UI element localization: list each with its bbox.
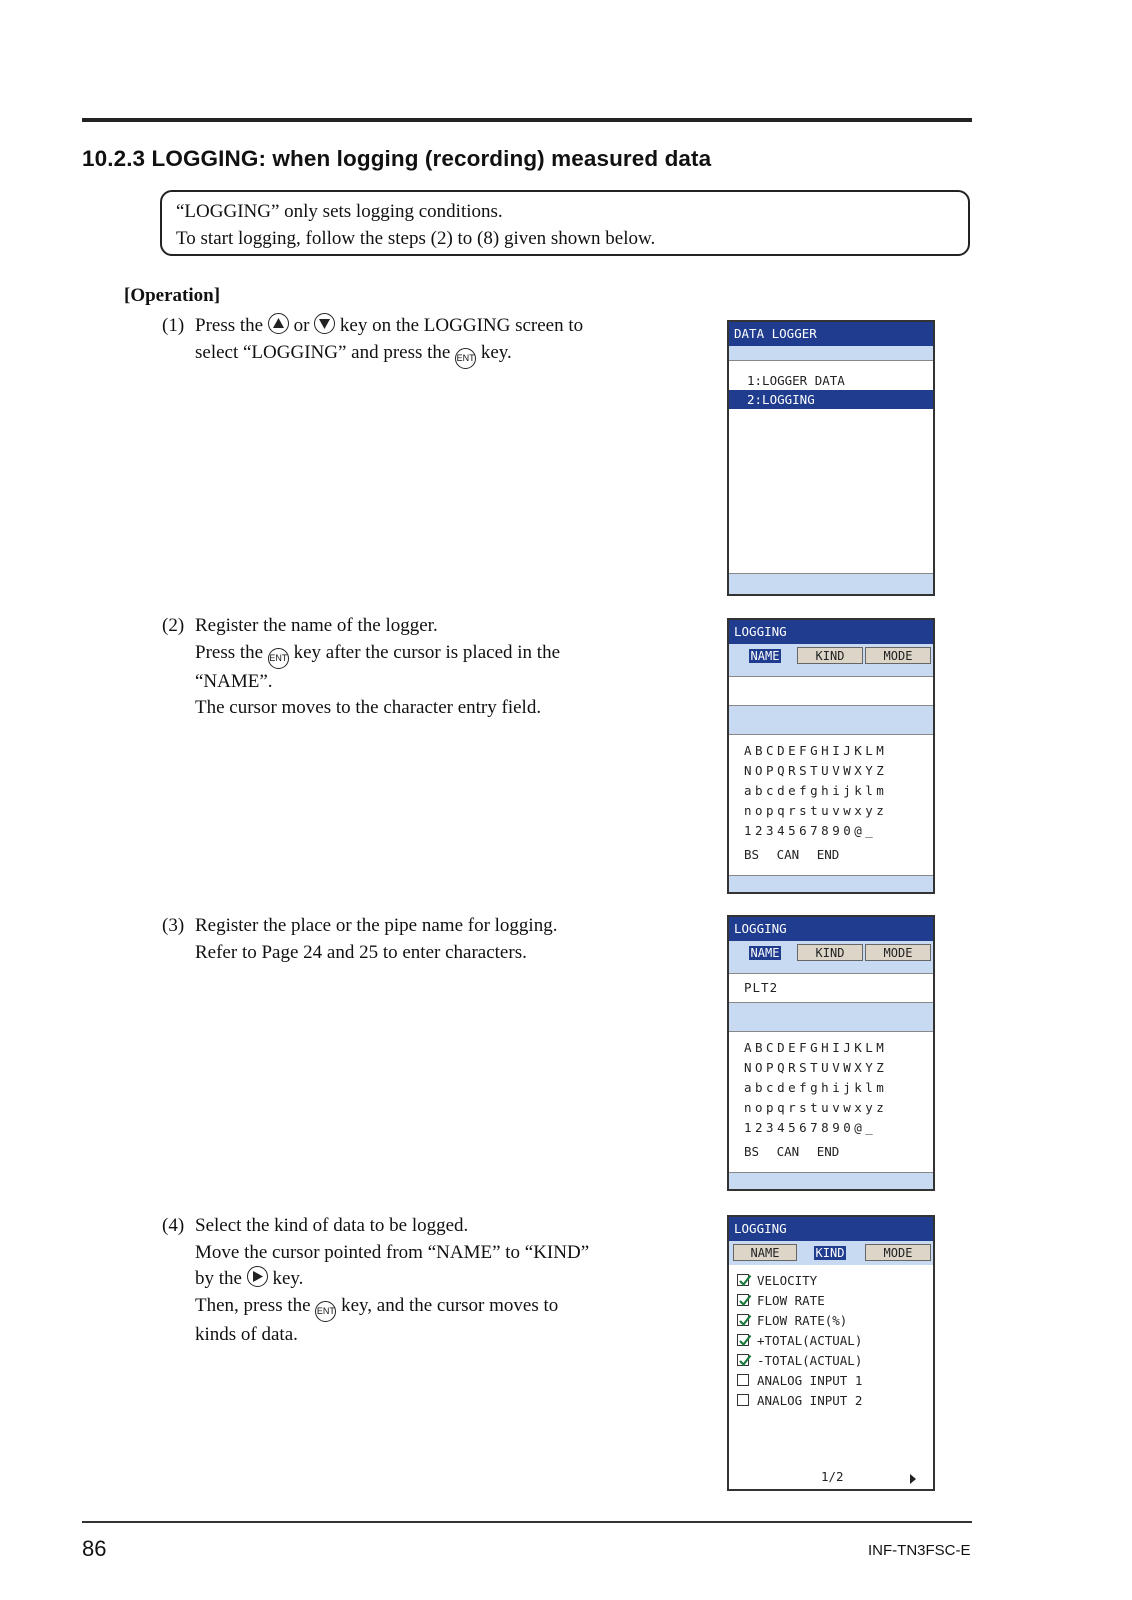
kind-list (729, 1271, 933, 1411)
kind-item[interactable] (729, 1351, 933, 1371)
checkbox-checked-icon[interactable] (737, 1334, 749, 1346)
document-code: INF-TN3FSC-E (868, 1542, 971, 1559)
tab-name[interactable]: NAME (733, 647, 797, 664)
character-grid (729, 735, 933, 841)
ent-key-icon: ENT (268, 648, 289, 669)
step-text: Then, press the (195, 1294, 311, 1316)
kind-item[interactable] (729, 1271, 933, 1291)
tab-name[interactable]: NAME (733, 1244, 797, 1261)
step-text: key on the LOGGING screen to (339, 315, 584, 336)
note-line-2: To start logging, follow the steps (2) to (8) given shown below. (176, 228, 656, 249)
step-text: “NAME”. (195, 670, 273, 692)
kind-item-label: +TOTAL(ACTUAL) (757, 1333, 863, 1348)
kind-item[interactable] (729, 1311, 933, 1331)
end-command[interactable]: END (816, 847, 840, 862)
lcd-data-logger-screen (727, 320, 935, 596)
tab-name[interactable]: NAME (733, 944, 797, 961)
lcd-tabs (729, 644, 933, 668)
char-row[interactable]: nopqrstuvwxyz (744, 1100, 888, 1115)
down-arrow-key-icon (314, 313, 335, 334)
step-text: Move the cursor pointed from “NAME” to “KIND” (195, 1241, 590, 1263)
char-row[interactable]: abcdefghijklm (744, 1080, 888, 1095)
menu-item-logging[interactable]: 2:LOGGING (729, 390, 933, 409)
note-line-1: “LOGGING” only sets logging conditions. (176, 201, 503, 222)
char-row[interactable]: NOPQRSTUVWXYZ (744, 763, 888, 778)
tab-kind[interactable]: KIND (797, 647, 863, 664)
char-row[interactable]: nopqrstuvwxyz (744, 803, 888, 818)
end-command[interactable]: END (816, 1144, 840, 1159)
note-box (160, 190, 970, 256)
char-row[interactable]: ABCDEFGHIJKLM (744, 743, 888, 758)
right-arrow-key-icon (247, 1266, 268, 1287)
checkbox-checked-icon[interactable] (737, 1274, 749, 1286)
step-number: (4) (162, 1215, 185, 1236)
lcd-logging-name-screen (727, 618, 935, 894)
lcd-logging-name-entered-screen (727, 915, 935, 1191)
operation-label: [Operation] (124, 285, 221, 306)
kind-item[interactable] (729, 1371, 933, 1391)
kind-item[interactable] (729, 1391, 933, 1411)
lcd-title: DATA LOGGER (729, 322, 933, 346)
step-text: Register the name of the logger. (195, 615, 438, 636)
kind-item-label: ANALOG INPUT 2 (757, 1393, 863, 1408)
bottom-rule (82, 1521, 972, 1523)
top-rule (82, 118, 972, 122)
command-row (729, 841, 933, 871)
ent-key-icon: ENT (315, 1301, 336, 1322)
step-text: kinds of data. (195, 1323, 298, 1345)
kind-item[interactable] (729, 1331, 933, 1351)
step-number: (1) (162, 315, 185, 336)
bs-command[interactable]: BS (744, 1144, 760, 1159)
step-number: (3) (162, 915, 185, 936)
char-row[interactable]: ABCDEFGHIJKLM (744, 1040, 888, 1055)
bs-command[interactable]: BS (744, 847, 760, 862)
tab-mode[interactable]: MODE (865, 944, 931, 961)
step-text: The cursor moves to the character entry field. (195, 697, 542, 718)
lcd-tabs (729, 1241, 933, 1265)
step-text: Refer to Page 24 and 25 to enter characters. (195, 941, 527, 963)
kind-item-label: ANALOG INPUT 1 (757, 1373, 863, 1388)
checkbox-checked-icon[interactable] (737, 1314, 749, 1326)
kind-item-label: VELOCITY (757, 1273, 818, 1288)
can-command[interactable]: CAN (776, 1144, 800, 1159)
tab-mode[interactable]: MODE (865, 647, 931, 664)
command-row (729, 1138, 933, 1168)
checkbox-empty-icon[interactable] (737, 1374, 749, 1386)
char-row[interactable]: 1234567890@_ (744, 823, 877, 838)
checkbox-empty-icon[interactable] (737, 1394, 749, 1406)
lcd-pager (729, 1467, 933, 1487)
tab-kind[interactable]: KIND (797, 1244, 863, 1261)
char-row[interactable]: abcdefghijklm (744, 783, 888, 798)
next-page-arrow-icon[interactable] (909, 1471, 917, 1491)
page-indicator: 1/2 (821, 1469, 844, 1484)
tab-kind[interactable]: KIND (797, 944, 863, 961)
step-text: key. (480, 341, 512, 363)
checkbox-checked-icon[interactable] (737, 1294, 749, 1306)
lcd-band (729, 346, 933, 361)
character-grid (729, 1032, 933, 1138)
name-entry-field[interactable]: PLT2 (729, 973, 933, 1003)
step-text: Press the (195, 315, 264, 336)
step-number: (2) (162, 615, 185, 636)
kind-item-label: FLOW RATE (757, 1293, 825, 1308)
step-text: Register the place or the pipe name for logging. (195, 915, 558, 936)
can-command[interactable]: CAN (776, 847, 800, 862)
kind-item-label: FLOW RATE(%) (757, 1313, 848, 1328)
up-arrow-key-icon (268, 313, 289, 334)
kind-item-label: -TOTAL(ACTUAL) (757, 1353, 863, 1368)
kind-item[interactable] (729, 1291, 933, 1311)
checkbox-checked-icon[interactable] (737, 1354, 749, 1366)
page-number: 86 (82, 1536, 107, 1561)
lcd-title: LOGGING (729, 620, 933, 644)
step-text: key, and the cursor moves to (341, 1294, 559, 1316)
lcd-tabs (729, 941, 933, 965)
step-text: or (293, 315, 310, 336)
step-text: by the (195, 1268, 242, 1289)
step-text: key after the cursor is placed in the (293, 641, 560, 663)
step-text: select “LOGGING” and press the (195, 341, 451, 363)
lcd-title: LOGGING (729, 1217, 933, 1241)
step-text: Select the kind of data to be logged. (195, 1215, 469, 1236)
lcd-status-band (729, 573, 933, 594)
section-title: 10.2.3 LOGGING: when logging (recording) measured data (82, 146, 712, 171)
tab-mode[interactable]: MODE (865, 1244, 931, 1261)
step-text: key. (272, 1268, 304, 1289)
ent-key-icon: ENT (455, 348, 476, 369)
char-row[interactable]: 1234567890@_ (744, 1120, 877, 1135)
lcd-logging-kind-screen (727, 1215, 935, 1491)
lcd-title: LOGGING (729, 917, 933, 941)
name-entry-field[interactable] (729, 676, 933, 706)
menu-item-logger-data[interactable]: 1:LOGGER DATA (747, 373, 845, 388)
step-text: Press the (195, 641, 264, 663)
char-row[interactable]: NOPQRSTUVWXYZ (744, 1060, 888, 1075)
